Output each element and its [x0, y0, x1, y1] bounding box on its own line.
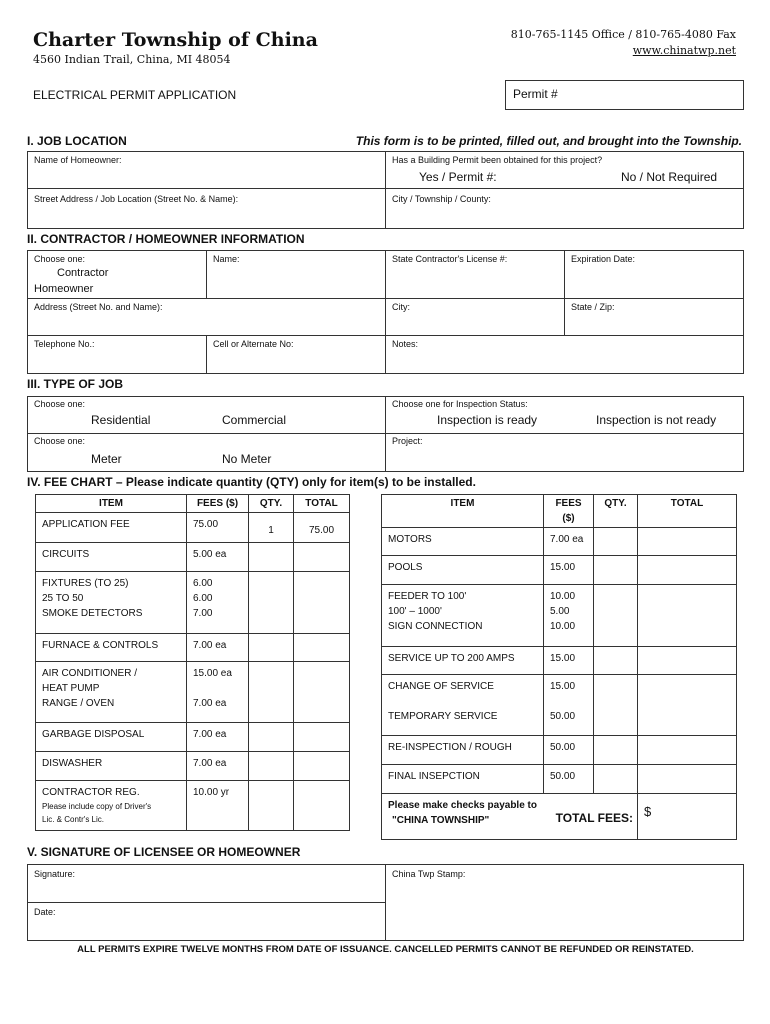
contractor-city-label: City:	[392, 302, 410, 312]
qty-input[interactable]	[249, 781, 294, 831]
project-label: Project:	[392, 436, 423, 446]
township-stamp-area	[385, 864, 744, 941]
header-qty: QTY.	[594, 495, 638, 528]
fee-amount: 10.00 yr	[187, 781, 249, 831]
checks-payee: "CHINA TOWNSHIP"	[392, 815, 490, 826]
fee-row	[382, 736, 737, 765]
website-link[interactable]: www.chinatwp.net	[632, 44, 736, 57]
fee-item: CHANGE OF SERVICE TEMPORARY SERVICE	[382, 675, 544, 736]
fee-row	[382, 528, 737, 556]
option-inspection-not-ready[interactable]: Inspection is not ready	[596, 413, 717, 427]
building-permit-field[interactable]	[385, 151, 744, 189]
fee-amount: 6.00 6.00 7.00	[187, 572, 249, 634]
fee-amount: 15.00 50.00	[544, 675, 594, 736]
cell-label: Cell or Alternate No:	[213, 339, 294, 349]
job-type-choice[interactable]	[27, 396, 386, 434]
fee-amount: 75.00	[187, 513, 249, 543]
row-total[interactable]	[294, 634, 350, 662]
fee-row	[382, 647, 737, 675]
cell-field[interactable]	[206, 335, 386, 374]
fee-amount: 50.00	[544, 736, 594, 765]
qty-input[interactable]	[249, 634, 294, 662]
qty-input[interactable]	[594, 736, 638, 765]
building-permit-label: Has a Building Permit been obtained for this project?	[392, 155, 603, 165]
fee-row	[382, 675, 737, 736]
permit-number-label: Permit #	[513, 87, 558, 101]
expiration-notice: ALL PERMITS EXPIRE TWELVE MONTHS FROM DATE OF ISSUANCE. CANCELLED PERMITS CANNOT BE REFUNDED OR REINSTATED.	[77, 944, 694, 955]
fee-item: AIR CONDITIONER / HEAT PUMP RANGE / OVEN	[36, 662, 187, 723]
header-item: ITEM	[36, 495, 187, 513]
fee-row	[36, 572, 350, 634]
row-total[interactable]	[294, 723, 350, 752]
state-zip-label: State / Zip:	[571, 302, 615, 312]
qty-input[interactable]	[594, 675, 638, 736]
row-total[interactable]	[638, 528, 737, 556]
homeowner-name-field[interactable]	[27, 151, 386, 189]
row-total[interactable]	[294, 572, 350, 634]
option-no-meter[interactable]: No Meter	[222, 452, 272, 466]
contractor-city-field[interactable]	[385, 298, 565, 336]
fee-item: FIXTURES (TO 25) 25 TO 50 SMOKE DETECTORS	[36, 572, 187, 634]
date-field[interactable]	[27, 902, 386, 941]
phone-fax: 810-765-1145 Office / 810-765-4080 Fax	[510, 28, 736, 41]
header-item: ITEM	[382, 495, 544, 528]
township-address: 4560 Indian Trail, China, MI 48054	[33, 53, 231, 66]
option-no-permit[interactable]: No / Not Required	[621, 170, 718, 184]
project-field[interactable]	[385, 433, 744, 472]
fee-amount: 15.00	[544, 556, 594, 585]
section-signature-heading: V. SIGNATURE OF LICENSEE OR HOMEOWNER	[27, 845, 301, 859]
qty-input[interactable]	[594, 585, 638, 647]
fee-item: CIRCUITS	[36, 543, 187, 572]
fee-item: APPLICATION FEE	[36, 513, 187, 543]
row-total[interactable]	[294, 781, 350, 831]
fee-row	[36, 752, 350, 781]
option-homeowner[interactable]: Homeowner	[34, 283, 94, 295]
fee-item: GARBAGE DISPOSAL	[36, 723, 187, 752]
contractor-address-label: Address (Street No. and Name):	[34, 302, 163, 312]
fee-item: RE-INSPECTION / ROUGH	[382, 736, 544, 765]
notes-field[interactable]	[385, 335, 744, 374]
fee-item: POOLS	[382, 556, 544, 585]
stamp-label: China Twp Stamp:	[392, 869, 466, 879]
homeowner-name-label: Name of Homeowner:	[34, 155, 122, 165]
fee-row	[382, 585, 737, 647]
contractor-address-field[interactable]	[27, 298, 386, 336]
license-label: State Contractor's License #:	[392, 254, 508, 264]
total-fees-label: TOTAL FEES:	[555, 811, 633, 825]
telephone-field[interactable]	[27, 335, 207, 374]
signature-label: Signature:	[34, 869, 76, 879]
fee-table-left	[35, 494, 350, 831]
fee-amount: 5.00 ea	[187, 543, 249, 572]
fee-item: FURNACE & CONTROLS	[36, 634, 187, 662]
fee-table-right	[381, 494, 737, 840]
qty-input[interactable]	[594, 528, 638, 556]
fee-amount: 15.00 ea 7.00 ea	[187, 662, 249, 723]
option-residential[interactable]: Residential	[91, 413, 151, 427]
choose-one-label: Choose one:	[34, 254, 86, 264]
fee-row	[382, 765, 737, 794]
header-total: TOTAL	[638, 495, 737, 528]
qty-input[interactable]	[249, 752, 294, 781]
section-fee-chart-heading: IV. FEE CHART – Please indicate quantity (QTY) only for item(s) to be installed.	[27, 475, 476, 489]
row-total[interactable]	[638, 647, 737, 675]
total-fees-field[interactable]: $	[638, 794, 737, 840]
signature-field[interactable]	[27, 864, 386, 903]
header-fees: FEES ($)	[187, 495, 249, 513]
qty-input[interactable]	[249, 572, 294, 634]
header-fees: FEES ($)	[544, 495, 594, 528]
inspection-status-label: Choose one for Inspection Status:	[392, 399, 528, 409]
notes-label: Notes:	[392, 339, 419, 349]
city-township-label: City / Township / County:	[392, 194, 491, 204]
form-title: ELECTRICAL PERMIT APPLICATION	[33, 88, 237, 102]
fee-row	[36, 723, 350, 752]
telephone-label: Telephone No.:	[34, 339, 95, 349]
option-contractor[interactable]: Contractor	[57, 267, 109, 279]
city-township-field[interactable]	[385, 188, 744, 229]
checks-payable-cell	[382, 794, 638, 840]
row-total[interactable]	[638, 765, 737, 794]
license-number-field[interactable]	[385, 250, 565, 299]
township-title: Charter Township of China	[33, 29, 318, 51]
row-total[interactable]	[638, 675, 737, 736]
fee-row	[36, 662, 350, 723]
fee-item-label: CONTRACTOR REG.	[42, 787, 140, 798]
fee-item	[36, 781, 187, 831]
expiration-label: Expiration Date:	[571, 254, 636, 264]
row-total[interactable]: 75.00	[294, 513, 350, 543]
contractor-type-choice[interactable]	[27, 250, 207, 299]
form-instruction: This form is to be printed, filled out, and brought into the Township.	[355, 134, 742, 148]
street-address-field[interactable]	[27, 188, 386, 229]
fee-row	[36, 781, 350, 831]
fee-item: MOTORS	[382, 528, 544, 556]
fee-amount: 50.00	[544, 765, 594, 794]
row-total[interactable]	[294, 543, 350, 572]
header-total: TOTAL	[294, 495, 350, 513]
expiration-date-field[interactable]	[564, 250, 744, 299]
fee-amount: 7.00 ea	[544, 528, 594, 556]
inspection-status-choice[interactable]	[385, 396, 744, 434]
permit-number-field[interactable]	[505, 80, 744, 110]
qty-input[interactable]	[249, 723, 294, 752]
fee-item: DISWASHER	[36, 752, 187, 781]
qty-input[interactable]: 1	[249, 513, 294, 543]
option-meter[interactable]: Meter	[91, 452, 122, 466]
header-qty: QTY.	[249, 495, 294, 513]
section-job-location-heading: I. JOB LOCATION	[27, 134, 127, 148]
option-inspection-ready[interactable]: Inspection is ready	[437, 413, 538, 427]
street-address-label: Street Address / Job Location (Street No. & Name):	[34, 194, 239, 204]
choose-one-label-2: Choose one:	[34, 436, 86, 446]
fee-row	[36, 543, 350, 572]
contractor-name-field[interactable]	[206, 250, 386, 299]
state-zip-field[interactable]	[564, 298, 744, 336]
row-total[interactable]	[638, 556, 737, 585]
fee-row	[36, 634, 350, 662]
date-label: Date:	[34, 907, 56, 917]
fee-amount: 7.00 ea	[187, 752, 249, 781]
fee-item: SERVICE UP TO 200 AMPS	[382, 647, 544, 675]
fee-row	[382, 556, 737, 585]
row-total[interactable]	[294, 662, 350, 723]
fee-amount: 7.00 ea	[187, 723, 249, 752]
fee-amount: 10.00 5.00 10.00	[544, 585, 594, 647]
option-yes-permit[interactable]: Yes / Permit #:	[419, 170, 497, 184]
fee-item: FINAL INSEPCTION	[382, 765, 544, 794]
choose-one-label: Choose one:	[34, 399, 86, 409]
fee-item: FEEDER TO 100' 100' – 1000' SIGN CONNECTION	[382, 585, 544, 647]
qty-input[interactable]	[249, 662, 294, 723]
section-job-type-heading: III. TYPE OF JOB	[27, 377, 124, 391]
qty-input[interactable]	[594, 556, 638, 585]
total-fees-row	[382, 794, 737, 840]
qty-input[interactable]	[594, 765, 638, 794]
fee-row	[36, 513, 350, 543]
fee-amount: 7.00 ea	[187, 634, 249, 662]
checks-payable-note: Please make checks payable to	[388, 800, 537, 811]
fee-amount: 15.00	[544, 647, 594, 675]
qty-input[interactable]	[594, 647, 638, 675]
fee-item-note: Please include copy of Driver's Lic. & Contr's Lic.	[42, 802, 152, 824]
section-contractor-heading: II. CONTRACTOR / HOMEOWNER INFORMATION	[27, 232, 305, 246]
qty-input[interactable]	[249, 543, 294, 572]
row-total[interactable]	[294, 752, 350, 781]
meter-choice[interactable]	[27, 433, 386, 472]
name-label: Name:	[213, 254, 240, 264]
row-total[interactable]	[638, 585, 737, 647]
row-total[interactable]	[638, 736, 737, 765]
option-commercial[interactable]: Commercial	[222, 413, 287, 427]
